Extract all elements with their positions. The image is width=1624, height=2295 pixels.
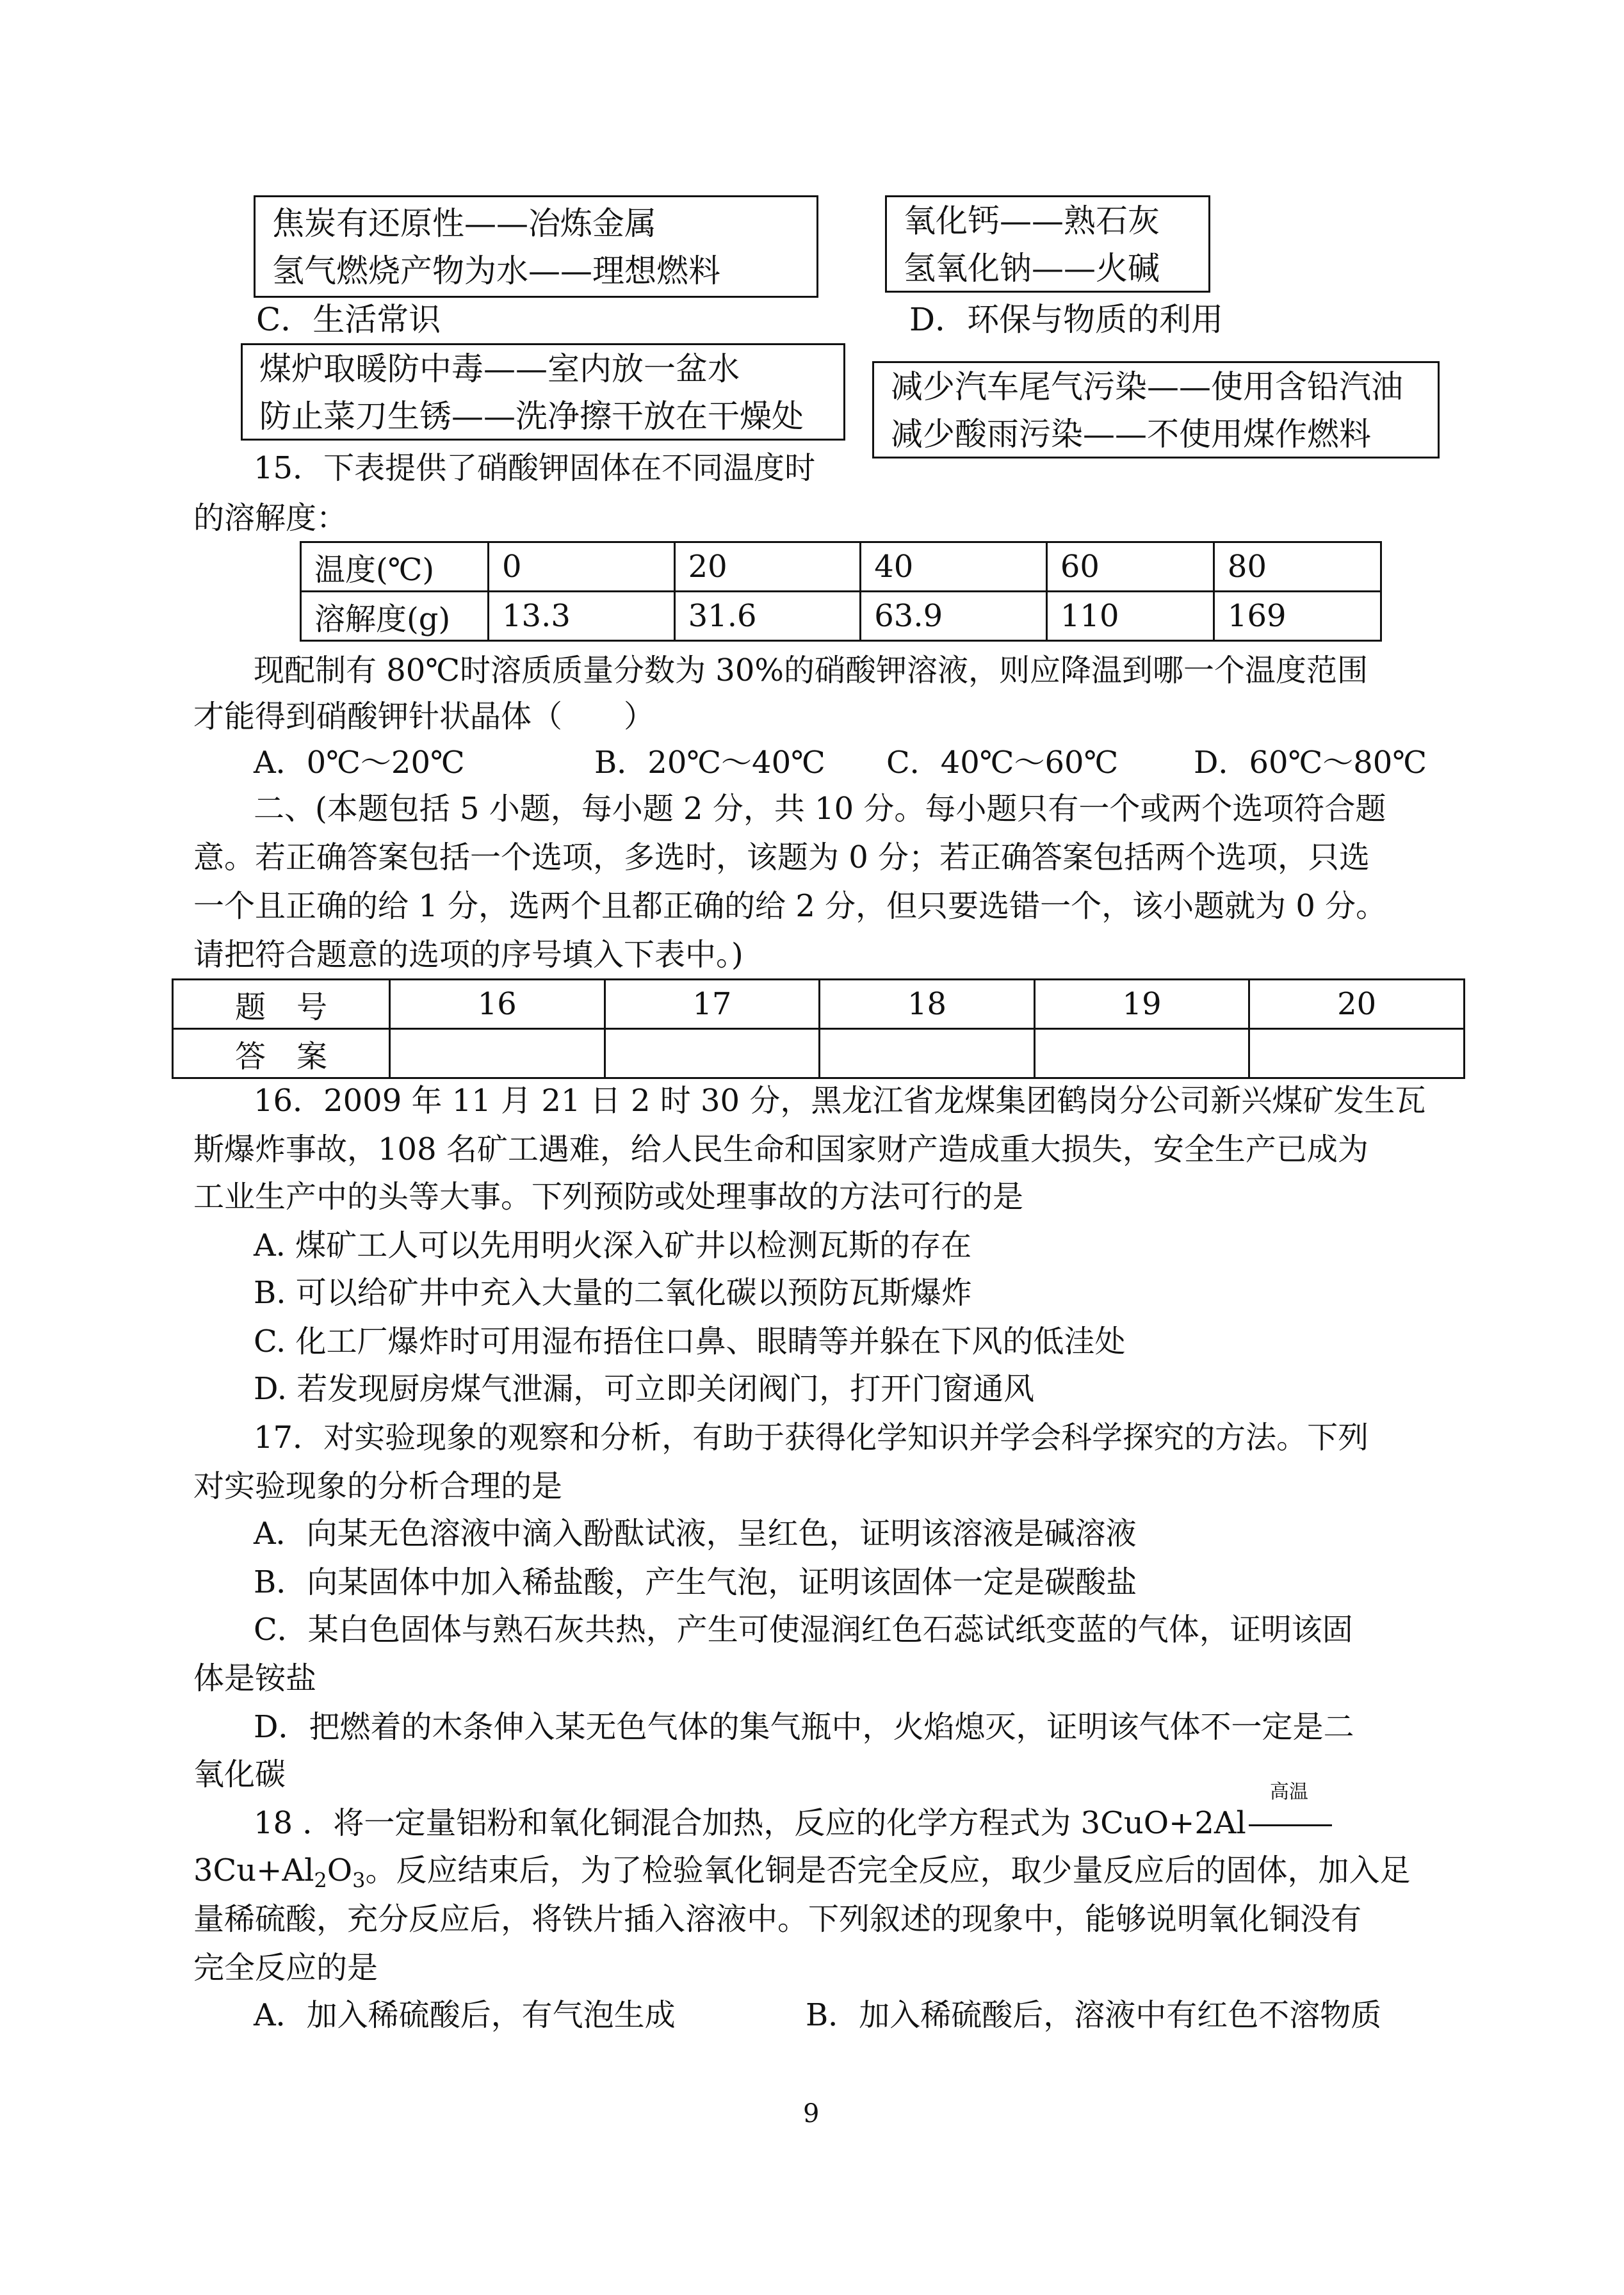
subscript: 2 [314,1868,327,1893]
box-line: 氢气燃烧产物为水——理想燃料 [272,252,720,289]
reaction-arrow [1246,1781,1332,1842]
q17-option-c: C．某白色固体与熟石灰共热，产生可使湿润红色石蕊试纸变蓝的气体，证明该固 [254,1612,1353,1648]
answer-cell-17[interactable] [605,1029,820,1078]
answer-cell-20[interactable] [1249,1029,1465,1078]
q17-stem-line: 对实验现象的分析合理的是 [193,1468,563,1504]
option-box-top-left [254,195,818,298]
q18-stem-line [193,1852,1411,1899]
table-cell: 溶解度(g) [301,592,489,641]
q15-stem-line: 15．下表提供了硝酸钾固体在不同温度时 [254,450,816,486]
table-cell: 题 号 [173,980,390,1029]
q18-product: 3Cu+Al [193,1853,314,1888]
q18-stem-line: 量稀硫酸，充分反应后，将铁片插入溶液中。下列叙述的现象中，能够说明氧化铜没有 [193,1901,1362,1937]
box-line: 焦炭有还原性——冶炼金属 [272,205,656,242]
table-cell: 80 [1214,542,1381,592]
table-row [301,542,1381,592]
answer-table [172,978,1465,1079]
q15-stem-line: 的溶解度： [193,500,348,536]
q15-option-c: C．40℃～60℃ [886,745,1119,781]
q17-stem-line: 17．对实验现象的观察和分析，有助于获得化学知识并学会科学探究的方法。下列 [254,1420,1369,1456]
table-cell: 31.6 [674,592,861,641]
table-row [173,980,1465,1029]
table-cell: 110 [1046,592,1214,641]
q18-equation-lead: 18 ．将一定量铝粉和氧化铜混合加热，反应的化学方程式为 3CuO+2Al [254,1805,1246,1841]
q17-option-b: B．向某固体中加入稀盐酸，产生气泡，证明该固体一定是碳酸盐 [254,1564,1137,1600]
table-cell: 60 [1046,542,1214,592]
page-number: 9 [803,2099,820,2129]
q18-option-b: B．加入稀硫酸后，溶液中有红色不溶物质 [806,1997,1382,2033]
answer-cell-19[interactable] [1034,1029,1249,1078]
table-cell: 19 [1034,980,1249,1029]
option-box-bottom-right [872,361,1440,458]
table-cell: 169 [1214,592,1381,641]
q15-text-line: 才能得到硝酸钾针状晶体（ ） [193,699,655,734]
q18-option-a: A．加入稀硫酸后，有气泡生成 [254,1997,676,2033]
table-row [301,592,1381,641]
reaction-condition: 高温 [1269,1781,1308,1803]
q16-option-a: A. 煤矿工人可以先用明火深入矿井以检测瓦斯的存在 [254,1228,972,1263]
section-instruction-line: 二、(本题包括 5 小题，每小题 2 分，共 10 分。每小题只有一个或两个选项符合题 [254,791,1386,827]
q16-stem-line: 工业生产中的头等大事。下列预防或处理事故的方法可行的是 [193,1179,1024,1215]
q16-option-d: D. 若发现厨房煤气泄漏，可立即关闭阀门，打开门窗通风 [254,1371,1035,1407]
q16-option-c: C. 化工厂爆炸时可用湿布捂住口鼻、眼睛等并躲在下风的低洼处 [254,1324,1126,1359]
box-line: 减少酸雨污染——不使用煤作燃料 [891,416,1371,453]
answer-cell-18[interactable] [820,1029,1035,1078]
q15-text-line: 现配制有 80℃时溶质质量分数为 30%的硝酸钾溶液，则应降温到哪一个温度范围 [254,653,1368,688]
table-cell: 18 [820,980,1035,1029]
q18-stem-text: 。反应结束后，为了检验氧化铜是否完全反应，取少量反应后的固体，加入足 [365,1853,1411,1888]
box-line: 氧化钙——熟石灰 [904,202,1160,239]
option-box-top-right [885,195,1210,293]
box-line: 氢氧化钠——火碱 [904,250,1160,287]
arrow-line [1249,1824,1332,1826]
section-instruction-line: 意。若正确答案包括一个选项，多选时，该题为 0 分；若正确答案包括两个选项，只选 [193,839,1370,875]
table-cell: 17 [605,980,820,1029]
box-line: 煤炉取暖防中毒——室内放一盆水 [259,350,740,387]
table-cell: 答 案 [173,1029,390,1078]
q17-option-d: D．把燃着的木条伸入某无色气体的集气瓶中，火焰熄灭，证明该气体不一定是二 [254,1709,1354,1745]
q16-stem-line: 16．2009 年 11 月 21 日 2 时 30 分，黑龙江省龙煤集团鹤岗分公司新兴煤矿发生瓦 [254,1083,1426,1119]
option-label-c: C．生活常识 [256,301,441,338]
option-label-d: D．环保与物质的利用 [909,301,1224,338]
section-instruction-line: 一个且正确的给 1 分，选两个且都正确的给 2 分，但只要选错一个，该小题就为 0 分。 [193,888,1387,924]
q15-option-d: D．60℃～80℃ [1194,745,1427,781]
option-box-bottom-left [241,343,845,441]
table-cell: 63.9 [861,592,1047,641]
q18-stem-line: 完全反应的是 [193,1950,378,1986]
section-instruction-line: 请把符合题意的选项的序号填入下表中。) [193,937,743,973]
q17-option-d-cont: 氧化碳 [193,1756,286,1792]
q15-option-b: B．20℃～40℃ [594,745,825,781]
box-line: 减少汽车尾气污染——使用含铅汽油 [891,368,1403,405]
box-line: 防止菜刀生锈——洗净擦干放在干燥处 [259,398,804,435]
table-cell: 0 [489,542,675,592]
q17-option-c-cont: 体是铵盐 [193,1660,317,1696]
table-cell: 20 [1249,980,1465,1029]
solubility-table [300,541,1382,642]
answer-cell-16[interactable] [390,1029,605,1078]
q15-option-a: A．0℃～20℃ [254,745,465,781]
table-cell: 16 [390,980,605,1029]
table-cell: 40 [861,542,1047,592]
table-cell: 13.3 [489,592,675,641]
q16-option-b: B. 可以给矿井中充入大量的二氧化碳以预防瓦斯爆炸 [254,1275,972,1311]
table-cell: 20 [674,542,861,592]
q17-option-a: A．向某无色溶液中滴入酚酞试液，呈红色，证明该溶液是碱溶液 [254,1516,1137,1552]
subscript: 3 [352,1868,366,1893]
table-cell: 温度(℃) [301,542,489,592]
q18-product-o: O [327,1853,353,1888]
table-row [173,1029,1465,1078]
q18-stem-line [254,1781,1332,1842]
q16-stem-line: 斯爆炸事故，108 名矿工遇难，给人民生命和国家财产造成重大损失，安全生产已成为 [193,1131,1368,1167]
